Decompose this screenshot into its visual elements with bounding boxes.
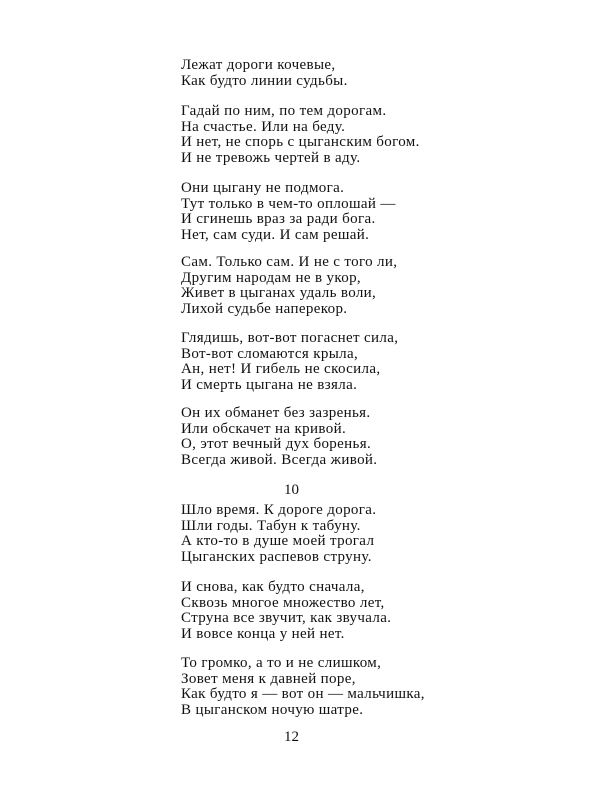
poem-line: Лихой судьбе наперекор. [181,300,348,317]
poem-line: Он их обманет без зазренья. [181,405,371,421]
poem-line: Они цыгану не подмога. [181,180,345,196]
poem-line: И сгинешь враз за ради бога. [181,211,376,227]
stanza-9 [181,656,425,718]
poem-line: Как будто линии судьбы. [181,72,348,89]
poem-line: Лежат дороги кочевые, [181,57,336,73]
poem-line: В цыганском ночую шатре. [181,701,364,718]
poem-line: Ан, нет! И гибель не скосила, [181,361,381,377]
poem-line: И снова, как будто сначала, [181,579,365,595]
stanza-4 [181,255,397,317]
stanza-3 [181,181,396,243]
poem-line: Гадай по ним, по тем дорогам. [181,103,387,119]
poem-line: И нет, не спорь с цыганским богом. [181,134,420,150]
poem-line: Вот-вот сломаются крыла, [181,345,359,362]
poem-line: И смерть цыгана не взяла. [181,376,358,393]
stanza-5 [181,331,398,393]
poem-line: Всегда живой. Всегда живой. [181,451,378,468]
poem-line: О, этот вечный дух боренья. [181,436,372,452]
poem-line: Шли годы. Табун к табуну. [181,517,361,534]
section-number: 10 [284,482,299,498]
poem-line: Струна все звучит, как звучала. [181,610,392,626]
poem-line: Зовет меня к давней поре, [181,670,356,687]
poem-line: Нет, сам суди. И сам решай. [181,226,370,243]
poem-line: А кто-то в душе моей трогал [181,533,375,549]
stanza-6 [181,406,377,468]
poem-line: Живет в цыганах удаль воли, [181,285,377,301]
poem-line: Или обскачет на кривой. [181,420,347,437]
page-number: 12 [284,729,299,745]
poem-line: Тут только в чем-то оплошай — [181,195,396,212]
poem-line: Сам. Только сам. И не с того ли, [181,254,398,270]
poem-line: Другим народам не в укор, [181,269,362,286]
poem-line: Глядишь, вот-вот погаснет сила, [181,330,399,346]
poem-line: Сквозь многое множество лет, [181,594,385,611]
poem-line: На счастье. Или на беду. [181,118,346,135]
stanza-7 [181,503,376,565]
poem-line: То громко, а то и не слишком, [181,655,382,671]
poem-line: И не тревожь чертей в аду. [181,149,361,166]
stanza-1 [181,58,348,89]
poem-line: Как будто я — вот он — мальчишка, [181,686,425,702]
poem-line: Цыганских распевов струну. [181,548,372,565]
poem-line: И вовсе конца у ней нет. [181,625,345,642]
poem-line: Шло время. К дороге дорога. [181,502,377,518]
stanza-2 [181,104,420,166]
stanza-8 [181,580,391,642]
